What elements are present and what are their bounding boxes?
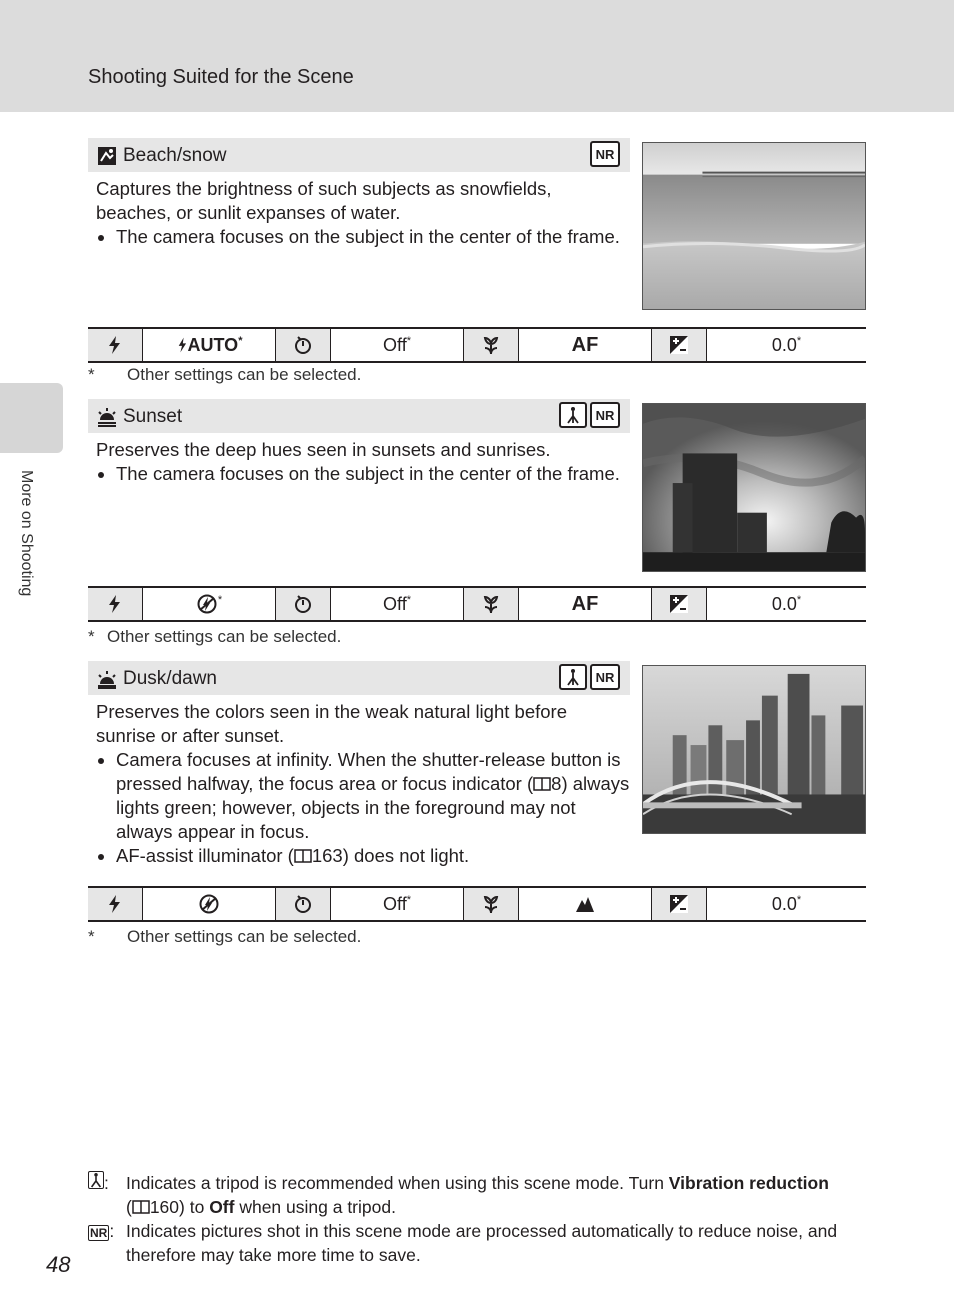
flash-auto-value: AUTO * — [142, 329, 275, 361]
flash-mode-icon — [88, 588, 142, 620]
section-title: Beach/snow — [123, 145, 227, 166]
bullet-item: • The camera focuses on the subject in the center of the frame. — [116, 225, 630, 249]
tripod-key: : — [88, 1171, 126, 1219]
legend — [88, 1171, 868, 1267]
beach-snow-icon — [96, 145, 118, 167]
flash-off-icon — [196, 593, 218, 615]
sunset-photo — [642, 403, 866, 572]
nr-key: NR : — [90, 1221, 115, 1241]
beach-photo — [642, 142, 866, 310]
footnote: Other settings can be selected. — [127, 927, 362, 946]
macro-icon — [463, 329, 518, 361]
book-reference-icon — [132, 1199, 150, 1215]
settings-table — [88, 327, 866, 363]
bullet-item: • AF-assist illuminator ( 163) does not light. — [116, 844, 630, 868]
footnote: Other settings can be selected. — [127, 365, 362, 384]
page-header — [0, 0, 954, 112]
macro-value: AF — [518, 588, 651, 620]
book-reference-icon — [294, 848, 312, 864]
footnote-mark: * — [88, 365, 95, 384]
section-description: Captures the brightness of such subjects as snowfields, beaches, or sunlit expanses of water. • The camera focuses on the subject in the center of the frame. — [96, 177, 630, 249]
macro-value: AF — [518, 329, 651, 361]
book-reference-icon — [533, 776, 551, 792]
infinity-focus-value — [518, 888, 651, 920]
self-timer-icon — [275, 329, 330, 361]
settings-table — [88, 886, 866, 922]
chapter-label: More on Shooting — [18, 470, 35, 597]
flash-icon — [176, 336, 188, 354]
self-timer-value: Off * — [330, 329, 463, 361]
noise-reduction-icon: NR — [590, 664, 620, 690]
flash-mode-icon — [88, 888, 142, 920]
section-description: Preserves the deep hues seen in sunsets and sunrises. • The camera focuses on the subject in the center of the frame. — [96, 438, 636, 486]
exposure-value: 0.0 * — [706, 588, 866, 620]
flash-off-icon — [198, 893, 220, 915]
section-header-beach-snow — [88, 138, 630, 172]
header-title: Shooting Suited for the Scene — [88, 66, 354, 88]
settings-table — [88, 586, 866, 622]
section-header-dusk-dawn — [88, 661, 630, 695]
tripod-icon — [88, 1171, 104, 1189]
macro-icon — [463, 888, 518, 920]
city-photo — [642, 665, 866, 834]
exposure-value: 0.0 * — [706, 888, 866, 920]
sunset-icon — [96, 406, 118, 428]
footnote-mark: * — [88, 927, 95, 946]
tripod-icon — [559, 664, 587, 690]
footnote-mark: * — [88, 627, 95, 646]
self-timer-value: Off * — [330, 888, 463, 920]
tripod-icon — [559, 402, 587, 428]
flash-mode-icon — [88, 329, 142, 361]
flash-off-value — [142, 888, 275, 920]
section-description: Preserves the colors seen in the weak natural light before sunrise or after sunset. • Camera focuses at infinity. When the shutter-release button is pressed halfway, the focus area or focus indicator ( 8) always lights green; however, objects in the foreground may not always appear in focus. • AF-assist illuminator ( 163) does not light. — [96, 700, 630, 868]
section-title: Dusk/dawn — [123, 668, 217, 689]
section-title: Sunset — [123, 406, 183, 427]
self-timer-icon — [275, 888, 330, 920]
self-timer-value: Off * — [330, 588, 463, 620]
macro-icon — [463, 588, 518, 620]
bullet-item: • Camera focuses at infinity. When the shutter-release button is pressed halfway, the focus area or focus indicator ( 8) always lights green; however, objects in the foreground may not always appear in focus. — [116, 748, 630, 844]
self-timer-icon — [275, 588, 330, 620]
footnote: Other settings can be selected. — [107, 627, 342, 646]
section-header-sunset — [88, 399, 630, 433]
mountain-icon — [574, 893, 596, 915]
exposure-compensation-icon — [651, 588, 706, 620]
chapter-tab — [0, 383, 63, 453]
noise-reduction-icon: NR — [590, 141, 620, 167]
flash-off-value: * — [142, 588, 275, 620]
noise-reduction-icon: NR — [590, 402, 620, 428]
exposure-value: 0.0 * — [706, 329, 866, 361]
legend-nr: NR : Indicates pictures shot in this scene mode are processed automatically to reduce noise, and therefore may take more time to save. — [90, 1221, 838, 1265]
exposure-compensation-icon — [651, 888, 706, 920]
bullet-item: • The camera focuses on the subject in the center of the frame. — [116, 462, 636, 486]
page-number: 48 — [46, 1252, 71, 1277]
exposure-compensation-icon — [651, 329, 706, 361]
legend-tripod: : Indicates a tripod is recommended when using this scene mode. Turn Vibration reduction ( 160) to Off when using a tripod. — [88, 1171, 868, 1219]
dusk-dawn-icon — [96, 668, 118, 690]
